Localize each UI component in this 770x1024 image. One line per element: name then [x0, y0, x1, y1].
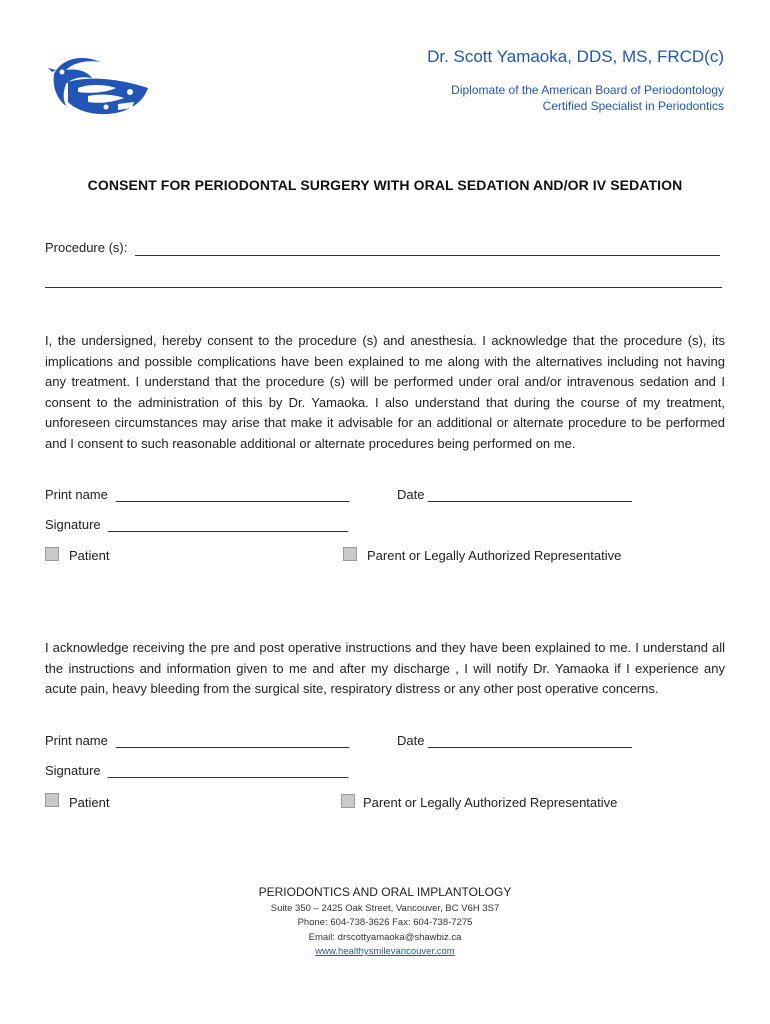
- footer-email: Email: drscottyamaoka@shawbiz.ca: [308, 932, 462, 943]
- instructions-paragraph: I acknowledge receiving the pre and post operative instructions and they have been explained to me. I understand all the instructions and information given to me and after my discharge , I will notify Dr. Yamaoka if I experience any acute pain, heavy bleeding from the surgical site, respiratory distress or any other post operative concerns.: [45, 640, 725, 697]
- procedure-field-continued[interactable]: [45, 287, 722, 288]
- date-field-2[interactable]: [428, 747, 632, 748]
- print-name-label: Print name: [45, 487, 108, 502]
- footer-website-link[interactable]: www.healthysmilevancouver.com: [315, 946, 455, 957]
- patient-checkbox-2[interactable]: [45, 793, 59, 807]
- footer-title: PERIODONTICS AND ORAL IMPLANTOLOGY: [258, 885, 512, 899]
- print-name-field-2[interactable]: [116, 747, 349, 748]
- form-title: CONSENT FOR PERIODONTAL SURGERY WITH ORAL SEDATION AND/OR IV SEDATION: [87, 177, 683, 193]
- signature-label: Signature: [45, 517, 101, 532]
- patient-checkbox[interactable]: [45, 547, 59, 561]
- representative-checkbox-2[interactable]: [341, 794, 355, 808]
- doctor-name: Dr. Scott Yamaoka, DDS, MS, FRCD(c): [427, 47, 724, 66]
- date-label: Date: [397, 487, 425, 502]
- date-label-2: Date: [397, 733, 425, 748]
- representative-checkbox[interactable]: [343, 547, 357, 561]
- patient-label-2: Patient: [69, 795, 110, 810]
- credential-line-2: Certified Specialist in Periodontics: [542, 99, 724, 113]
- print-name-label-2: Print name: [45, 733, 108, 748]
- footer-address: Suite 350 – 2425 Oak Street, Vancouver, BC V6H 3S7: [270, 903, 500, 914]
- footer-phone: Phone: 604-738-3626 Fax: 604-738-7275: [297, 917, 473, 928]
- procedure-field[interactable]: [135, 255, 720, 256]
- signature-field[interactable]: [108, 531, 348, 532]
- consent-paragraph: I, the undersigned, hereby consent to the procedure (s) and anesthesia. I acknowledge that the procedure (s), its implications and possible complications have been explained to me along with the alternatives including not having any treatment. I understand that the procedure (s) will be performed under oral and/or intravenous sedation and I consent to the administration of this by Dr. Yamaoka. I also understand that during the course of my treatment, unforeseen circumstances may arise that make it advisable for an additional or alternate procedure to be performed and I consent to such reasonable additional or alternate procedures being performed on me.: [45, 333, 725, 451]
- procedure-label: Procedure (s):: [45, 240, 128, 255]
- signature-field-2[interactable]: [108, 777, 348, 778]
- representative-label-2: Parent or Legally Authorized Representative: [363, 795, 618, 810]
- representative-label: Parent or Legally Authorized Representative: [367, 548, 622, 563]
- patient-label: Patient: [69, 548, 110, 563]
- heron-logo: [48, 52, 154, 116]
- credential-line-1: Diplomate of the American Board of Periodontology: [451, 83, 724, 97]
- print-name-field[interactable]: [116, 501, 349, 502]
- date-field[interactable]: [428, 501, 632, 502]
- signature-label-2: Signature: [45, 763, 101, 778]
